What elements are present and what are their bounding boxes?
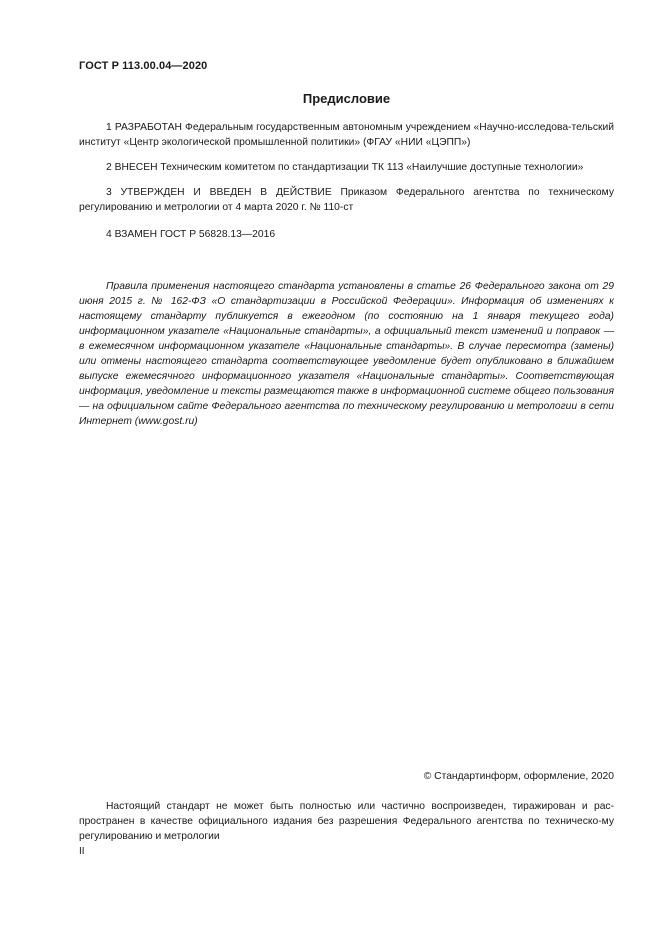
foreword-item-introduced: 2 ВНЕСЕН Техническим комитетом по стандартизации ТК 113 «Наилучшие доступные технологии» [106,162,584,173]
foreword-item-approved: 3 УТВЕРЖДЕН И ВВЕДЕН В ДЕЙСТВИЕ Приказом Федерального агентства по техническому регулированию и метрологии от 4 марта 2020 г. № 110-ст [79,187,614,213]
document-code: ГОСТ Р 113.00.04—2020 [79,60,208,72]
page-number: II [79,846,85,857]
reproduction-notice: Настоящий стандарт не может быть полностью или частично воспроизведен, тиражирован и рас-пространен в качестве официального издания без разрешения Федерального агентства по техническо-му регулированию и метрологии [79,801,614,842]
foreword-item-developed: 1 РАЗРАБОТАН Федеральным государственным автономным учреждением «Научно-исследова-тельский институт «Центр экологической промышленной политики» (ФГАУ «НИИ «ЦЭПП») [79,122,614,148]
foreword-item-replaces: 4 ВЗАМЕН ГОСТ Р 56828.13—2016 [106,229,276,240]
copyright-line: © Стандартинформ, оформление, 2020 [423,771,614,782]
application-rules-note: Правила применения настоящего стандарта установлены в статье 26 Федерального закона от 29 июня 2015 г. № 162-ФЗ «О стандартизации в Российской Федерации». Информация об изменениях к настоящему стандарту публикуется в ежегодном (по состоянию на 1 января текущего года) информационном указателе «Национальные стандарты», а официальный текст изменений и поправок — в ежемесячном информационном указателе «Национальные стандарты». В случае пересмотра (замены) или отмены настоящего стандарта соответствующее уведомление будет опубликовано в ближайшем выпуске ежемесячного информационного указателя «Национальные стандарты». Соответствующая информация, уведомление и тексты размещаются также в информационной системе общего пользования — на официальном сайте Федерального агентства по техническому регулированию и метрологии в сети Интернет (www.gost.ru) [79,281,614,427]
foreword-title: Предисловие [302,91,391,106]
